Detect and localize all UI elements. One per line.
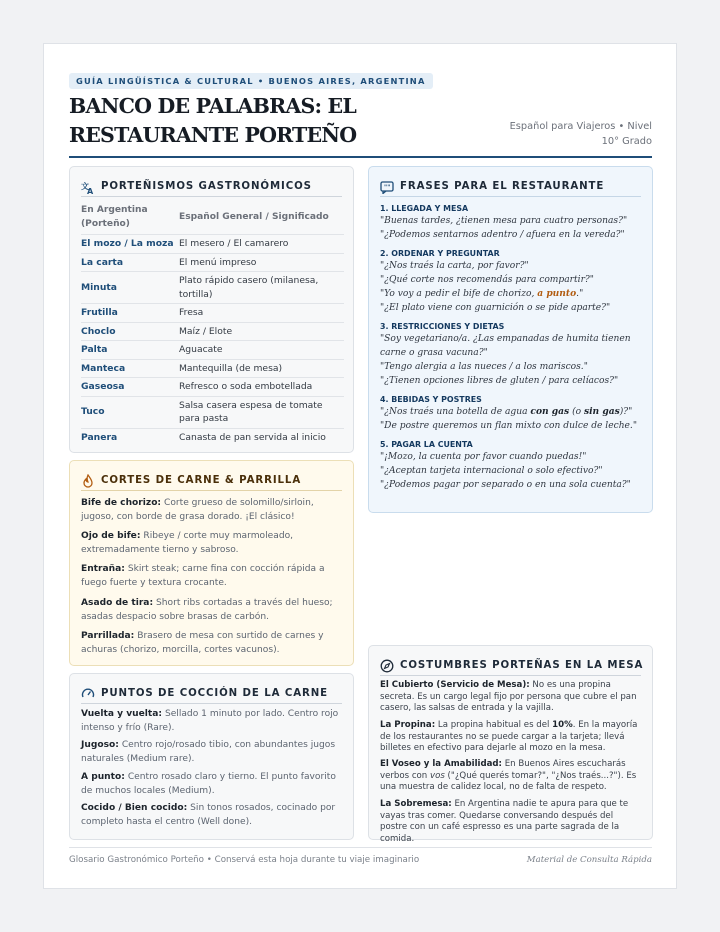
cooking-desc: Centro rojo/rosado tibio, con abundantes jugos naturales (Medium rare). <box>81 740 336 764</box>
header-tag: GUÍA LINGÜÍSTICA & CULTURAL • BUENOS AIRES, ARGENTINA <box>69 73 433 89</box>
meaning: Salsa casera espesa de tomate para pasta <box>179 396 344 428</box>
customs-title: COSTUMBRES PORTEÑAS EN LA MESA <box>400 659 644 671</box>
term: Minuta <box>81 272 179 304</box>
speech-bubble-icon <box>380 179 394 193</box>
cooking-item <box>81 770 342 798</box>
custom-desc: En Buenos Aires escucharás verbos con <box>380 759 626 781</box>
cut-item <box>81 496 342 524</box>
meaning: Aguacate <box>179 341 344 360</box>
custom-desc: No es una propina secreta. Es un cargo legal fijo por persona que cubre el pan casero, las salsas de entrada y la vajilla. <box>380 680 637 713</box>
translate-icon <box>81 179 95 193</box>
term: Frutilla <box>81 304 179 323</box>
custom-name: El Voseo y la Amabilidad: <box>380 759 502 769</box>
meaning: Canasta de pan servida al inicio <box>179 428 344 446</box>
cut-desc: Short ribs cortadas a través del hueso; asadas despacio sobre brasas de carbón. <box>81 598 333 622</box>
phrase-line: "Soy vegetariano/a. ¿Las empanadas de humita tienen carne o grasa vacuna?" <box>380 334 631 358</box>
cooking-desc: Sellado 1 minuto por lado. Centro rojo intenso y frío (Rare). <box>81 709 339 733</box>
table-row <box>81 396 344 428</box>
table-row <box>81 304 344 323</box>
cut-item <box>81 562 342 590</box>
phrase-line: "Buenas tardes, ¿tienen mesa para cuatro personas?" <box>380 216 628 226</box>
footer-left: Glosario Gastronómico Porteño • Conservá esta hoja durante tu viaje imaginario <box>69 855 420 865</box>
cooking-name: A punto: <box>81 772 125 782</box>
glossary-title: PORTEÑISMOS GASTRONÓMICOS <box>101 180 312 192</box>
custom-desc: ("¿Qué querés tomar?", "¿Nos traés...?"). Es una muestra de calidez local, no de falta de respeto. <box>380 770 637 792</box>
meaning: El menú impreso <box>179 253 344 272</box>
cooking-desc: Centro rosado claro y tierno. El punto favorito de muchos locales (Medium). <box>81 772 336 796</box>
cut-name: Entraña: <box>81 564 125 574</box>
cooking-name: Vuelta y vuelta: <box>81 709 163 719</box>
cooking-desc: Sin tonos rosados, cocinado por completo hasta el centro (Well done). <box>81 803 336 827</box>
glossary-col-term: En Argentina (Porteño) <box>81 205 148 229</box>
term: Manteca <box>81 359 179 378</box>
page <box>43 43 677 889</box>
glossary-card <box>69 166 354 453</box>
custom-italic: vos <box>430 770 445 781</box>
meat-cuts-header <box>81 470 342 491</box>
meaning: El mesero / El camarero <box>179 235 344 254</box>
glossary-table <box>81 203 344 446</box>
phrase-line: "¿Podemos pagar por separado o en una sola cuenta?" <box>380 480 631 490</box>
svg-text:文: 文 <box>81 182 89 191</box>
phrase-text: "Yo voy a pedir el bife de chorizo, <box>380 289 538 299</box>
term: Choclo <box>81 322 179 341</box>
custom-item <box>380 680 641 715</box>
phrase-section-title: 2. ORDENAR Y PREGUNTAR <box>380 249 500 258</box>
meaning: Mantequilla (de mesa) <box>179 359 344 378</box>
meaning: Maíz / Elote <box>179 322 344 341</box>
customs-header <box>380 655 644 676</box>
custom-item <box>380 720 641 755</box>
term: Tuco <box>81 396 179 428</box>
phrase-line <box>380 405 641 419</box>
custom-name: La Propina: <box>380 720 436 730</box>
phrase-line <box>380 287 641 301</box>
phrase-text: ." <box>576 289 584 299</box>
term: La carta <box>81 253 179 272</box>
phrases-title: FRASES PARA EL RESTAURANTE <box>400 180 605 192</box>
table-row <box>81 359 344 378</box>
glossary-col-meaning: Español General / Significado <box>179 212 329 222</box>
table-row <box>81 322 344 341</box>
phrase-section-title: 5. PAGAR LA CUENTA <box>380 440 473 449</box>
cut-desc: Brasero de mesa con surtido de carnes y achuras (chorizo, morcilla, cortes vacunos). <box>81 631 324 655</box>
cut-name: Bife de chorizo: <box>81 498 162 508</box>
footer-divider <box>69 847 652 848</box>
table-row <box>81 428 344 446</box>
flame-icon <box>81 473 95 487</box>
phrase-line: "¿Nos traés la carta, por favor?" <box>380 261 529 271</box>
phrases-header <box>380 176 641 197</box>
phrase-line: "¡Mozo, la cuenta por favor cuando puedas!" <box>380 452 587 462</box>
cooking-item <box>81 801 342 829</box>
cut-desc: Skirt steak; carne fina con cocción rápida a fuego fuerte y textura crocante. <box>81 564 325 588</box>
cooking-points-header <box>81 683 342 704</box>
custom-desc: La propina habitual es del <box>435 720 553 730</box>
term: Gaseosa <box>81 378 179 397</box>
page-title: BANCO DE PALABRAS: EL RESTAURANTE PORTEÑO <box>69 94 357 147</box>
glossary-header <box>81 176 342 197</box>
custom-item <box>380 759 641 794</box>
cooking-points-title: PUNTOS DE COCCIÓN DE LA CARNE <box>101 687 329 699</box>
phrase-line: "De postre queremos un flan mixto con dulce de leche." <box>380 421 638 431</box>
phrase-section-title: 4. BEBIDAS Y POSTRES <box>380 395 482 404</box>
custom-percent: 10% <box>552 720 573 730</box>
cut-desc: Ribeye / corte muy marmoleado, extremadamente tierno y sabroso. <box>81 531 294 555</box>
gauge-icon <box>81 686 95 700</box>
phrase-text: (o <box>569 407 584 417</box>
table-row <box>81 378 344 397</box>
phrase-text: )?" <box>619 407 633 417</box>
header-divider <box>69 156 652 158</box>
cooking-item <box>81 738 342 766</box>
custom-item <box>380 799 641 845</box>
phrase-line: "¿Podemos sentarnos adentro / afuera en la vereda?" <box>380 230 625 240</box>
svg-text:": " <box>387 184 391 191</box>
meat-cuts-card <box>69 460 354 666</box>
phrase-line: "¿Qué corte nos recomendás para compartir?" <box>380 275 594 285</box>
meaning: Plato rápido casero (milanesa, tortilla) <box>179 272 344 304</box>
phrase-highlight: a punto <box>537 288 577 299</box>
meaning: Fresa <box>179 304 344 323</box>
meaning: Refresco o soda embotellada <box>179 378 344 397</box>
cooking-name: Cocido / Bien cocido: <box>81 803 188 813</box>
table-row <box>81 341 344 360</box>
cooking-points-card <box>69 673 354 840</box>
custom-desc: En Argentina nadie te apura para que te vayas tras comer. Quedarse conversando después del postre con un café espresso es una parte sagrada de la comida. <box>380 799 629 844</box>
svg-text:": " <box>384 184 388 191</box>
phrases-body <box>380 197 641 492</box>
svg-text:A: A <box>87 187 94 194</box>
footer-right: Material de Consulta Rápida <box>526 855 652 865</box>
cut-desc: Corte grueso de solomillo/sirloin, jugoso, con borde de grasa dorado. ¡El clásico! <box>81 498 314 522</box>
term: El mozo / La moza <box>81 235 179 254</box>
term: Panera <box>81 428 179 446</box>
term: Palta <box>81 341 179 360</box>
cut-name: Asado de tira: <box>81 598 154 608</box>
custom-name: La Sobremesa: <box>380 799 452 809</box>
phrase-line: "¿Aceptan tarjeta internacional o solo efectivo?" <box>380 466 603 476</box>
meat-cuts-title: CORTES DE CARNE & PARRILLA <box>101 474 302 486</box>
cut-item <box>81 529 342 557</box>
custom-desc: . En la mayoría de los restaurantes no se puede cargar a la tarjeta; llevá billetes en efectivo para dejarle al mozo en la mesa. <box>380 720 638 753</box>
phrase-bold: sin gas <box>583 406 620 417</box>
phrase-line: "¿Tienen opciones libres de gluten / para celíacos?" <box>380 376 619 386</box>
custom-name: El Cubierto (Servicio de Mesa): <box>380 680 530 690</box>
cut-name: Parrillada: <box>81 631 135 641</box>
customs-card <box>368 645 653 844</box>
phrase-bold: con gas <box>530 406 570 417</box>
phrase-line: "¿El plato viene con guarnición o se pide aparte?" <box>380 303 611 313</box>
phrase-section-title: 3. RESTRICCIONES Y DIETAS <box>380 322 505 331</box>
cut-item <box>81 629 342 657</box>
cut-item <box>81 596 342 624</box>
table-row <box>81 235 344 254</box>
table-row <box>81 272 344 304</box>
phrase-text: "¿Nos traés una botella de agua <box>380 407 531 417</box>
page-subtitle: Español para Viajeros • Nivel 10° Grado <box>509 121 652 147</box>
compass-icon <box>380 658 394 672</box>
phrase-section-title: 1. LLEGADA Y MESA <box>380 204 469 213</box>
cooking-name: Jugoso: <box>81 740 119 750</box>
phrases-card <box>368 166 653 513</box>
phrase-line: "Tengo alergia a las nueces / a los mariscos." <box>380 362 588 372</box>
table-row <box>81 253 344 272</box>
cut-name: Ojo de bife: <box>81 531 141 541</box>
cooking-item <box>81 707 342 735</box>
